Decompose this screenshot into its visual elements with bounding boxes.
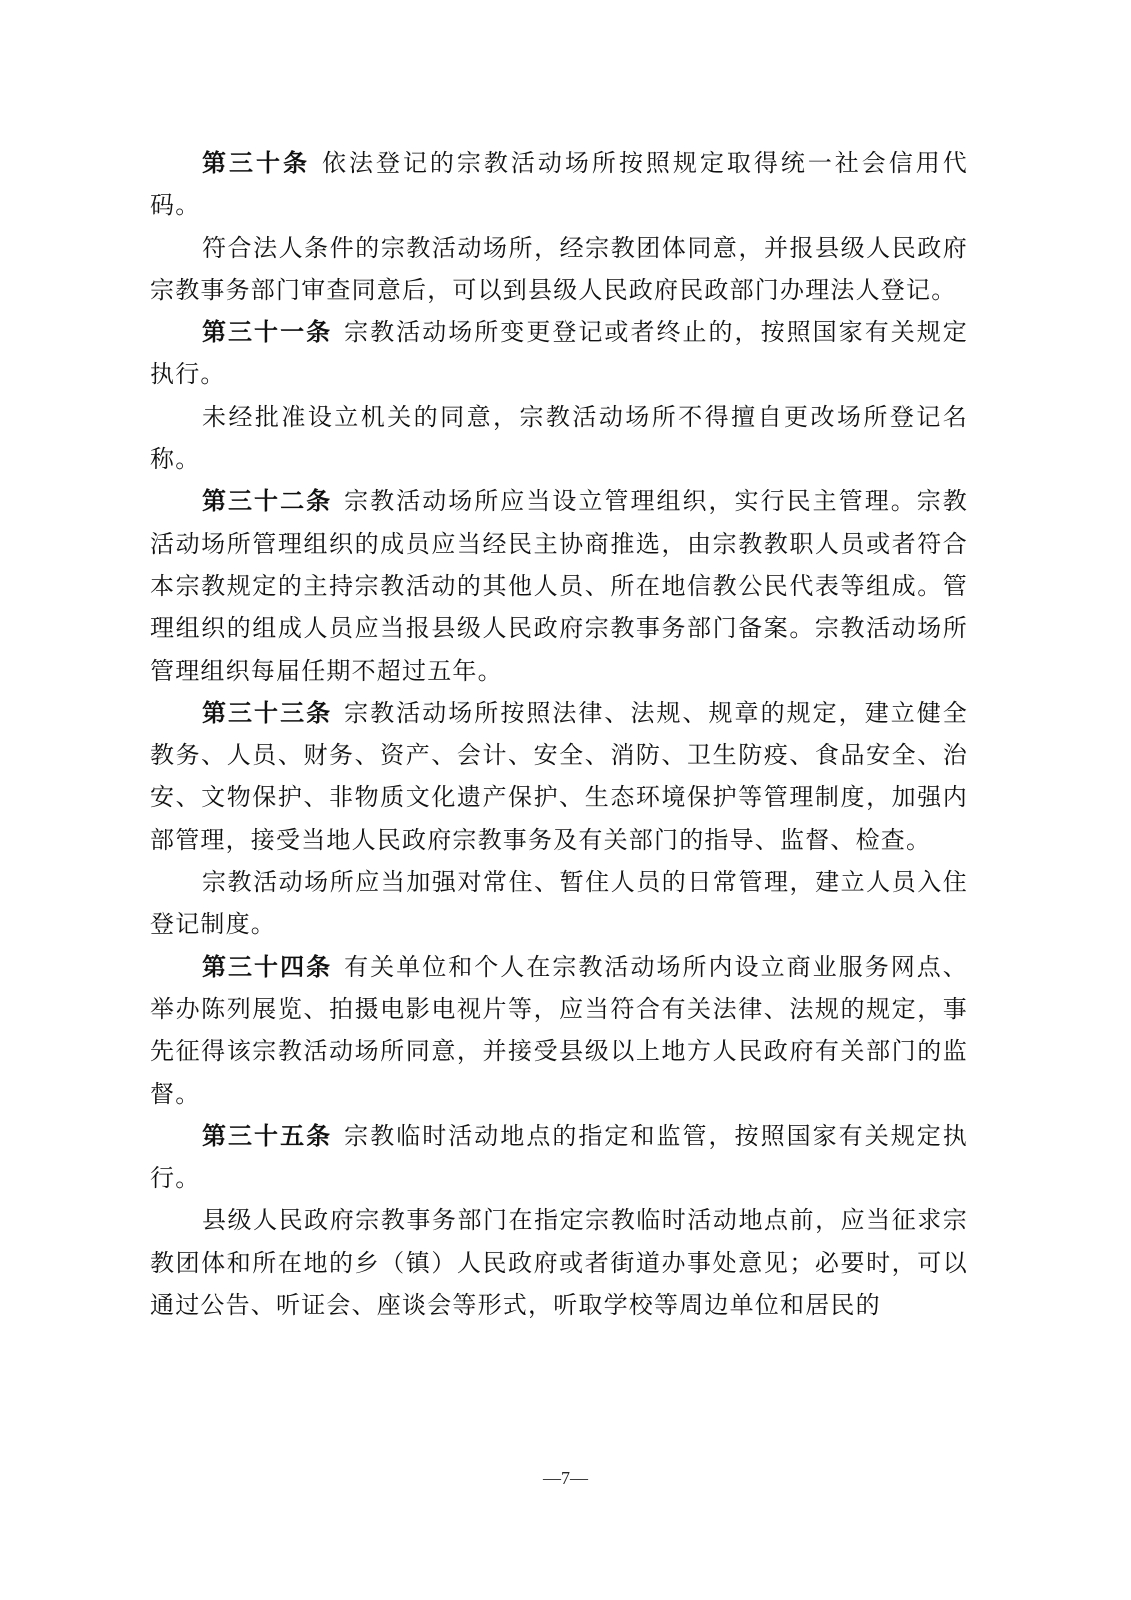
article-heading: 第三十二条 [202, 487, 333, 516]
paragraph-text: 宗教活动场所应当设立管理组织，实行民主管理。宗教活动场所管理组织的成员应当经民主协商推选，由宗教教职人员或者符合本宗教规定的主持宗教活动的其他人员、所在地信教公民代表等组成。管理组织的组成人员应当报县级人民政府宗教事务部门备案。宗教活动场所管理组织每届任期不超过五年。 [150, 487, 968, 685]
article-heading: 第三十三条 [202, 698, 333, 727]
paragraph-text: 宗教活动场所变更登记或者终止的，按照国家有关规定执行。 [150, 318, 968, 389]
article-heading: 第三十五条 [202, 1121, 333, 1150]
paragraph-text: 宗教活动场所应当加强对常住、暂住人员的日常管理，建立人员入住登记制度。 [150, 868, 968, 939]
paragraph-article-35 [150, 1115, 968, 1200]
paragraph-text: 未经批准设立机关的同意，宗教活动场所不得擅自更改场所登记名称。 [150, 402, 968, 474]
paragraph-text: 依法登记的宗教活动场所按照规定取得统一社会信用代码。 [150, 149, 968, 220]
paragraph-article-33-clause-2 [150, 861, 968, 946]
paragraph-article-35-clause-2 [150, 1199, 968, 1326]
paragraph-article-33 [150, 692, 968, 861]
paragraph-text: 宗教活动场所按照法律、法规、规章的规定，建立健全教务、人员、财务、资产、会计、安全、消防、卫生防疫、食品安全、治安、文物保护、非物质文化遗产保护、生态环境保护等管理制度，加强内部管理，接受当地人民政府宗教事务及有关部门的指导、监督、检查。 [150, 698, 968, 854]
paragraph-text: 县级人民政府宗教事务部门在指定宗教临时活动地点前，应当征求宗教团体和所在地的乡（镇）人民政府或者街道办事处意见；必要时，可以通过公告、听证会、座谈会等形式，听取学校等周边单位和居民的 [150, 1206, 968, 1320]
paragraph-article-30-clause-2 [150, 227, 968, 312]
paragraph-article-31 [150, 311, 968, 396]
paragraph-article-30 [150, 142, 968, 227]
paragraph-text: 符合法人条件的宗教活动场所，经宗教团体同意，并报县级人民政府宗教事务部门审查同意后，可以到县级人民政府民政部门办理法人登记。 [150, 233, 968, 304]
paragraph-article-32 [150, 480, 968, 691]
article-heading: 第三十条 [202, 149, 310, 177]
paragraph-text: 宗教临时活动地点的指定和监管，按照国家有关规定执行。 [150, 1121, 968, 1193]
article-heading: 第三十一条 [202, 318, 333, 347]
article-heading: 第三十四条 [202, 952, 333, 981]
paragraph-text: 有关单位和个人在宗教活动场所内设立商业服务网点、举办陈列展览、拍摄电影电视片等，应当符合有关法律、法规的规定，事先征得该宗教活动场所同意，并接受县级以上地方人民政府有关部门的监督。 [150, 952, 968, 1108]
document-body [150, 142, 968, 1326]
page-number: —7— [543, 1468, 588, 1488]
paragraph-article-34 [150, 946, 968, 1115]
paragraph-article-31-clause-2 [150, 396, 968, 481]
